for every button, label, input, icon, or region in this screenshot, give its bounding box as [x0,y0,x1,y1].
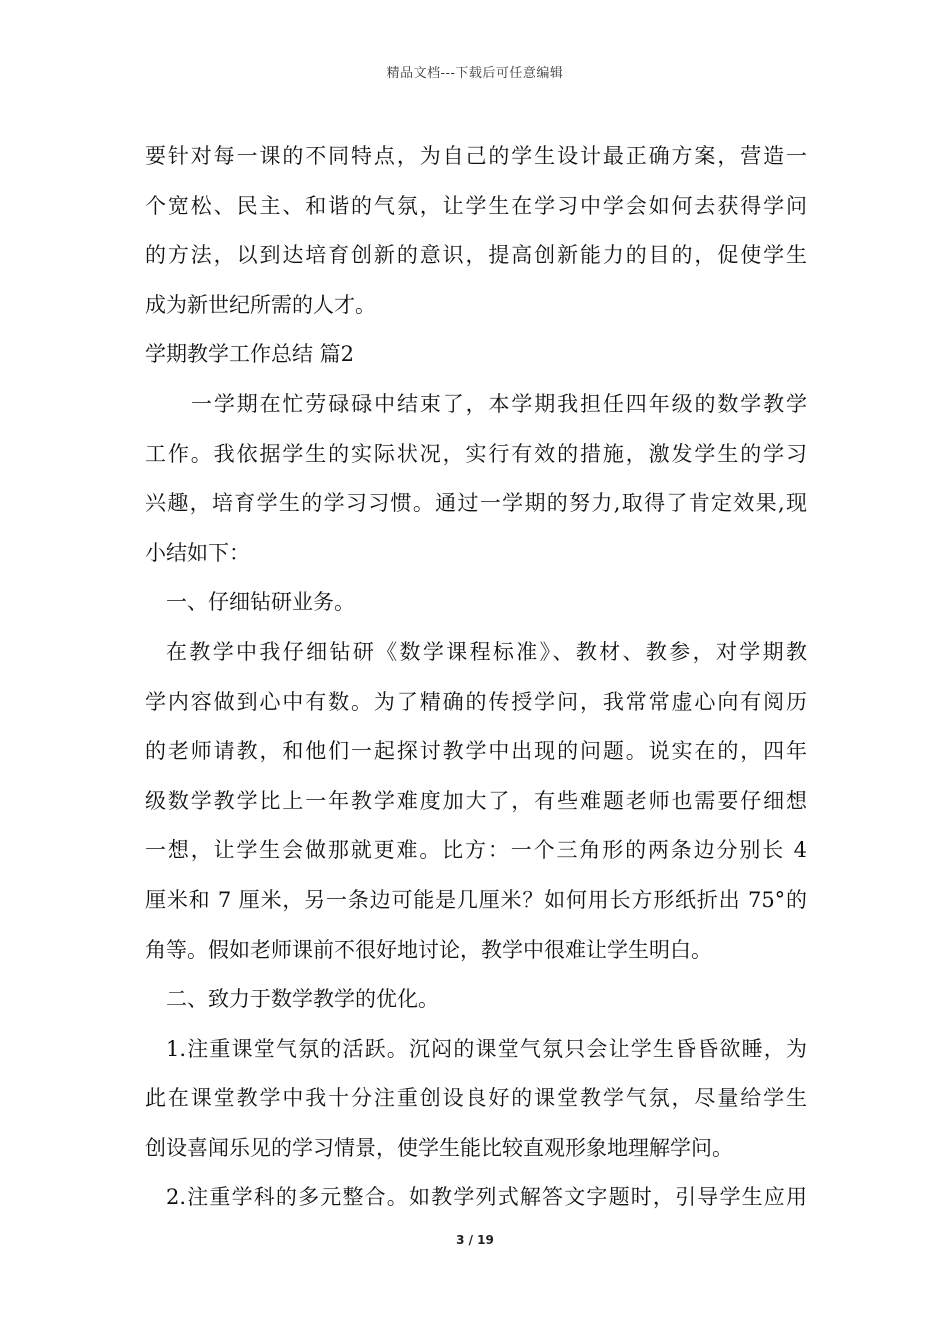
text-line: 1.注重课堂气氛的活跃。沉闷的课堂气氛只会让学生昏昏欲睡，为 [166,1036,807,1061]
text-line: 厘米和 7 厘米，另一条边可能是几厘米？如何用长方形纸折出 75°的 [145,887,807,912]
page-number: 3 / 19 [456,1233,494,1247]
text-line: 兴趣，培育学生的学习习惯。通过一学期的努力,取得了肯定效果,现 [145,491,807,516]
text-line: 二、致力于数学教学的优化。 [166,987,439,1012]
text-line: 的方法，以到达培育创新的意识，提高创新能力的目的，促使学生 [145,243,807,268]
text-line: 一想，让学生会做那就更难。比方：一个三角形的两条边分别长 4 [145,838,807,863]
text-line: 此在课堂教学中我十分注重创设良好的课堂教学气氛，尽量给学生 [145,1086,807,1111]
text-line: 角等。假如老师课前不很好地讨论，教学中很难让学生明白。 [145,937,712,962]
text-line: 创设喜闻乐见的学习情景，使学生能比较直观形象地理解学问。 [145,1135,733,1160]
page-header: 精品文档---下载后可任意编辑 [386,66,564,81]
text-line: 在教学中我仔细钻研《数学课程标准》、教材、教参，对学期教 [166,639,807,664]
text-line: 成为新世纪所需的人才。 [145,292,376,317]
text-line: 2.注重学科的多元整合。如教学列式解答文字题时，引导学生应用 [166,1185,807,1210]
text-line: 一学期在忙劳碌碌中结束了，本学期我担任四年级的数学教学 [191,391,807,416]
text-line: 个宽松、民主、和谐的气氛，让学生在学习中学会如何去获得学问 [145,193,807,218]
text-line: 的老师请教，和他们一起探讨教学中出现的问题。说实在的，四年 [145,739,807,764]
document-body [145,132,807,1223]
text-line: 学内容做到心中有数。为了精确的传授学问，我常常虚心向有阅历 [145,689,807,714]
text-line: 级数学教学比上一年教学难度加大了，有些难题老师也需要仔细想 [145,788,807,813]
text-line: 工作。我依据学生的实际状况，实行有效的措施，激发学生的学习 [145,441,807,466]
text-line: 小结如下： [145,540,250,565]
text-line: 要针对每一课的不同特点，为自己的学生设计最正确方案，营造一 [145,144,807,168]
text-line: 学期教学工作总结 篇2 [145,342,355,367]
text-line: 一、仔细钻研业务。 [166,590,355,615]
